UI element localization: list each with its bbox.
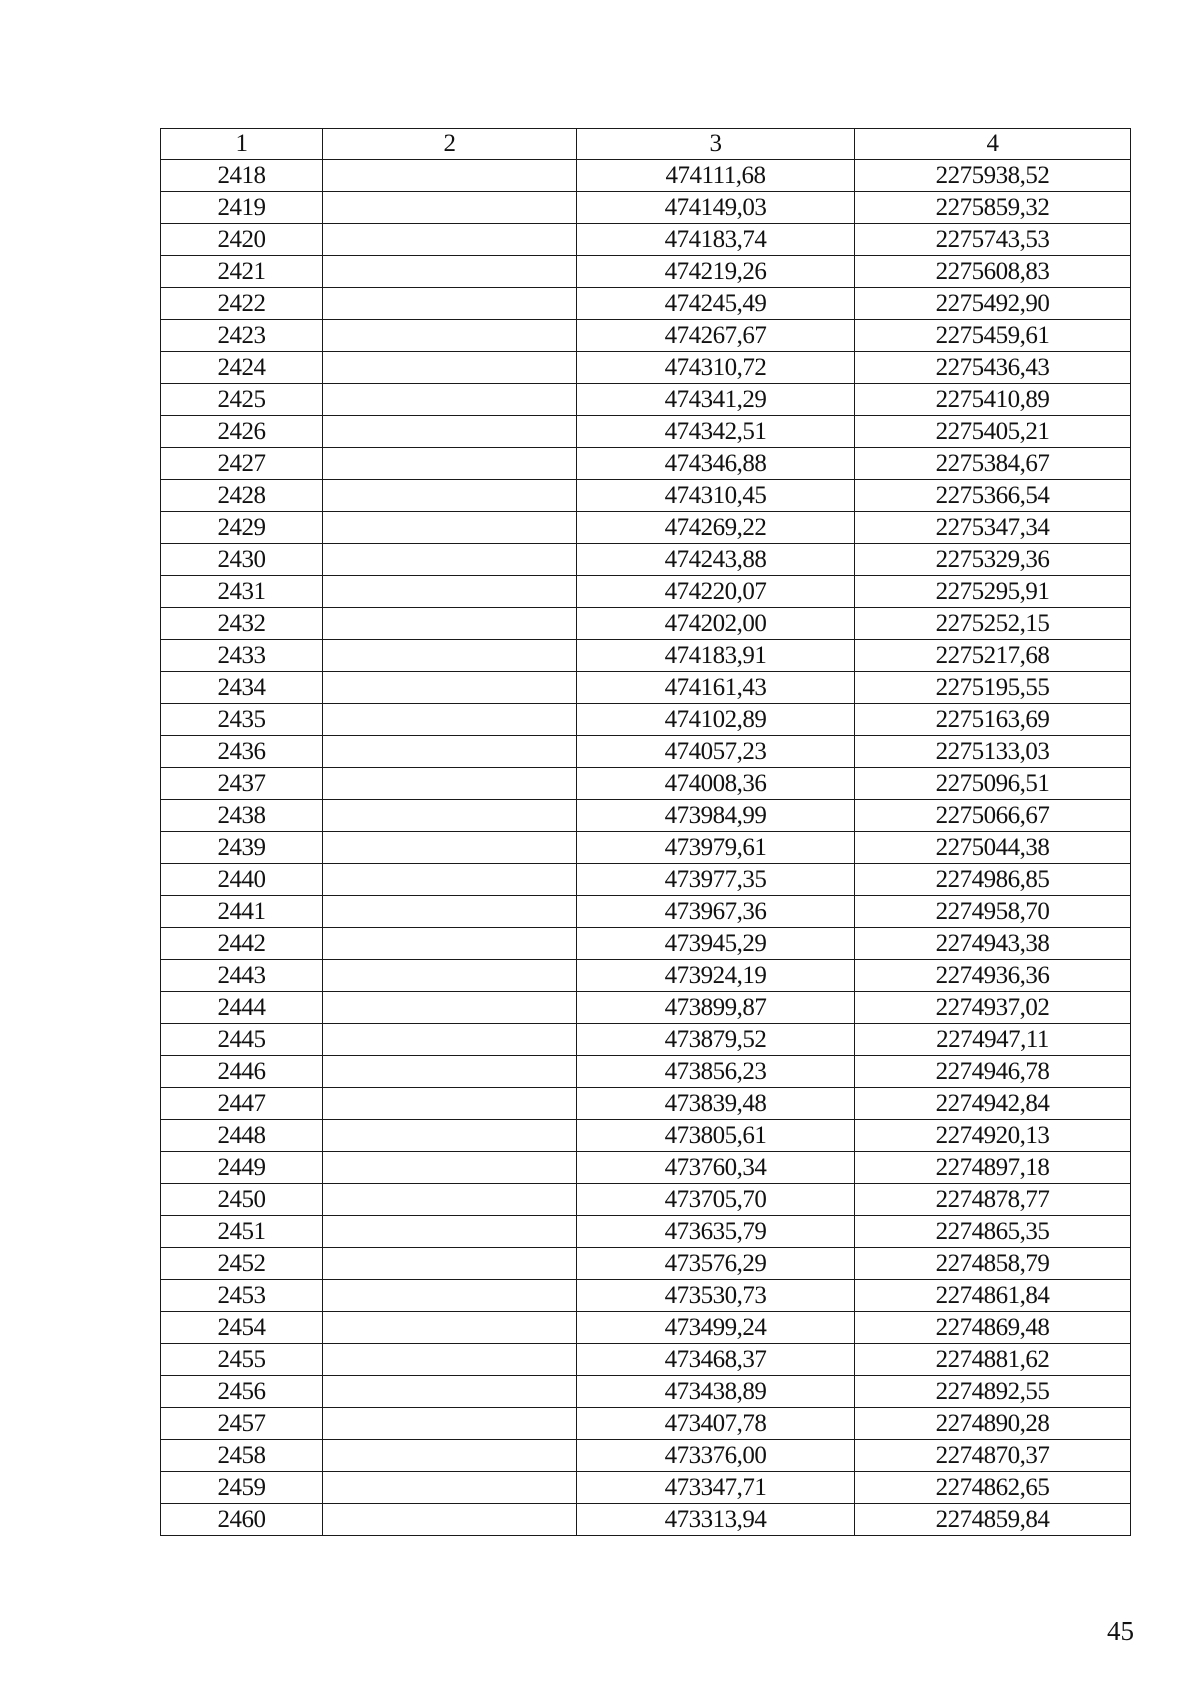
table-cell-col-3: 474220,07 [577,576,855,608]
table-cell-col-1: 2450 [161,1184,323,1216]
table-row [161,768,1131,800]
table-cell-col-1: 2446 [161,1056,323,1088]
table-cell-col-3: 474310,72 [577,352,855,384]
table-row [161,576,1131,608]
header-row [161,129,1131,160]
coordinates-table [160,128,1131,1536]
table-cell-col-4: 2275608,83 [855,256,1131,288]
table-cell-col-4: 2274947,11 [855,1024,1131,1056]
table-row [161,1216,1131,1248]
table-cell-col-2 [323,1408,577,1440]
table-header [161,129,1131,160]
table-cell-col-3: 473967,36 [577,896,855,928]
table-cell-col-4: 2274937,02 [855,992,1131,1024]
table-cell-col-4: 2274942,84 [855,1088,1131,1120]
table-cell-col-2 [323,928,577,960]
table-row [161,800,1131,832]
table-row [161,896,1131,928]
table-cell-col-1: 2460 [161,1504,323,1536]
table-row [161,416,1131,448]
table-cell-col-2 [323,672,577,704]
table-cell-col-1: 2454 [161,1312,323,1344]
table-cell-col-1: 2421 [161,256,323,288]
table-cell-col-3: 474346,88 [577,448,855,480]
table-row [161,384,1131,416]
table-cell-col-2 [323,256,577,288]
table-cell-col-4: 2274858,79 [855,1248,1131,1280]
table-row [161,544,1131,576]
table-cell-col-1: 2443 [161,960,323,992]
table-cell-col-2 [323,1056,577,1088]
table-cell-col-1: 2425 [161,384,323,416]
table-cell-col-2 [323,1312,577,1344]
table-cell-col-2 [323,1152,577,1184]
table-cell-col-4: 2275492,90 [855,288,1131,320]
table-row [161,1056,1131,1088]
table-cell-col-1: 2422 [161,288,323,320]
table-cell-col-4: 2274862,65 [855,1472,1131,1504]
table-cell-col-1: 2433 [161,640,323,672]
table-row [161,1440,1131,1472]
table-cell-col-2 [323,1120,577,1152]
table-row [161,1472,1131,1504]
table-cell-col-1: 2458 [161,1440,323,1472]
table-cell-col-3: 474183,91 [577,640,855,672]
table-row [161,960,1131,992]
table-cell-col-3: 474341,29 [577,384,855,416]
table-cell-col-2 [323,1472,577,1504]
table-cell-col-1: 2431 [161,576,323,608]
table-cell-col-4: 2275044,38 [855,832,1131,864]
table-body [161,160,1131,1536]
table-cell-col-3: 473984,99 [577,800,855,832]
table-cell-col-2 [323,288,577,320]
table-cell-col-2 [323,832,577,864]
table-cell-col-2 [323,1376,577,1408]
table-row [161,1184,1131,1216]
table-cell-col-4: 2274986,85 [855,864,1131,896]
table-row [161,672,1131,704]
table-cell-col-3: 473499,24 [577,1312,855,1344]
table-row [161,352,1131,384]
table-cell-col-2 [323,224,577,256]
table-cell-col-4: 2275133,03 [855,736,1131,768]
table-cell-col-1: 2439 [161,832,323,864]
table-cell-col-3: 474111,68 [577,160,855,192]
table-cell-col-4: 2274920,13 [855,1120,1131,1152]
table-cell-col-2 [323,960,577,992]
table-cell-col-3: 473468,37 [577,1344,855,1376]
table-cell-col-4: 2274890,28 [855,1408,1131,1440]
table-cell-col-3: 474008,36 [577,768,855,800]
table-cell-col-1: 2430 [161,544,323,576]
table-cell-col-4: 2275859,32 [855,192,1131,224]
table-cell-col-2 [323,768,577,800]
table-cell-col-4: 2275436,43 [855,352,1131,384]
table-row [161,640,1131,672]
table-cell-col-2 [323,1440,577,1472]
table-cell-col-4: 2275329,36 [855,544,1131,576]
table-row [161,1024,1131,1056]
table-cell-col-3: 474057,23 [577,736,855,768]
table-cell-col-1: 2426 [161,416,323,448]
table-row [161,160,1131,192]
table-cell-col-3: 473760,34 [577,1152,855,1184]
table-row [161,1280,1131,1312]
table-cell-col-3: 474102,89 [577,704,855,736]
table-cell-col-1: 2418 [161,160,323,192]
table-cell-col-1: 2459 [161,1472,323,1504]
table-cell-col-2 [323,896,577,928]
table-cell-col-3: 473945,29 [577,928,855,960]
table-row [161,736,1131,768]
table-cell-col-4: 2275096,51 [855,768,1131,800]
table-cell-col-1: 2423 [161,320,323,352]
table-cell-col-3: 474149,03 [577,192,855,224]
table-cell-col-3: 474269,22 [577,512,855,544]
table-cell-col-2 [323,1024,577,1056]
table-row [161,832,1131,864]
table-cell-col-1: 2457 [161,1408,323,1440]
table-cell-col-3: 473977,35 [577,864,855,896]
column-header-3: 3 [577,129,855,160]
table-cell-col-1: 2451 [161,1216,323,1248]
table-cell-col-3: 474183,74 [577,224,855,256]
table-cell-col-2 [323,1088,577,1120]
table-cell-col-4: 2275295,91 [855,576,1131,608]
table-cell-col-1: 2434 [161,672,323,704]
table-cell-col-1: 2440 [161,864,323,896]
table-cell-col-4: 2274878,77 [855,1184,1131,1216]
table-cell-col-3: 474267,67 [577,320,855,352]
table-row [161,1344,1131,1376]
table-cell-col-3: 473376,00 [577,1440,855,1472]
table-cell-col-3: 473635,79 [577,1216,855,1248]
table-cell-col-2 [323,1280,577,1312]
table-cell-col-1: 2449 [161,1152,323,1184]
table-cell-col-4: 2274897,18 [855,1152,1131,1184]
table-row [161,1088,1131,1120]
table-cell-col-1: 2432 [161,608,323,640]
table-row [161,1152,1131,1184]
table-row [161,1120,1131,1152]
table-cell-col-2 [323,448,577,480]
table-cell-col-4: 2275163,69 [855,704,1131,736]
table-cell-col-2 [323,992,577,1024]
table-row [161,288,1131,320]
table-cell-col-2 [323,416,577,448]
table-cell-col-3: 474202,00 [577,608,855,640]
table-row [161,1248,1131,1280]
table-cell-col-2 [323,544,577,576]
table-cell-col-2 [323,512,577,544]
table-row [161,864,1131,896]
table-cell-col-4: 2274936,36 [855,960,1131,992]
table-row [161,608,1131,640]
table-cell-col-4: 2275410,89 [855,384,1131,416]
table-cell-col-1: 2437 [161,768,323,800]
table-row [161,1312,1131,1344]
column-header-2: 2 [323,129,577,160]
table-cell-col-4: 2275066,67 [855,800,1131,832]
table-cell-col-1: 2429 [161,512,323,544]
table-cell-col-1: 2420 [161,224,323,256]
table-cell-col-1: 2453 [161,1280,323,1312]
table-cell-col-3: 474310,45 [577,480,855,512]
column-header-1: 1 [161,129,323,160]
table-cell-col-4: 2275366,54 [855,480,1131,512]
table-cell-col-1: 2427 [161,448,323,480]
table-row [161,448,1131,480]
table-row [161,1376,1131,1408]
table-cell-col-2 [323,480,577,512]
table-cell-col-1: 2452 [161,1248,323,1280]
table-cell-col-3: 473438,89 [577,1376,855,1408]
table-cell-col-3: 473530,73 [577,1280,855,1312]
table-cell-col-3: 473979,61 [577,832,855,864]
table-cell-col-4: 2275384,67 [855,448,1131,480]
table-cell-col-4: 2275217,68 [855,640,1131,672]
table-cell-col-1: 2441 [161,896,323,928]
table-cell-col-1: 2442 [161,928,323,960]
table-cell-col-2 [323,320,577,352]
table-cell-col-4: 2275405,21 [855,416,1131,448]
table-row [161,512,1131,544]
table-cell-col-3: 474243,88 [577,544,855,576]
table-cell-col-2 [323,1216,577,1248]
table-cell-col-3: 474342,51 [577,416,855,448]
table-cell-col-3: 474219,26 [577,256,855,288]
table-cell-col-4: 2274881,62 [855,1344,1131,1376]
table-cell-col-2 [323,608,577,640]
table-cell-col-3: 473576,29 [577,1248,855,1280]
table-row [161,704,1131,736]
table-cell-col-3: 473705,70 [577,1184,855,1216]
table-cell-col-2 [323,800,577,832]
table-cell-col-4: 2275459,61 [855,320,1131,352]
table-cell-col-4: 2274958,70 [855,896,1131,928]
table-cell-col-4: 2275347,34 [855,512,1131,544]
page-number: 45 [1107,1616,1134,1646]
table-cell-col-1: 2444 [161,992,323,1024]
table-cell-col-1: 2424 [161,352,323,384]
table-cell-col-2 [323,1248,577,1280]
table-cell-col-2 [323,384,577,416]
table-cell-col-3: 473407,78 [577,1408,855,1440]
table-row [161,992,1131,1024]
table-cell-col-3: 473839,48 [577,1088,855,1120]
table-cell-col-1: 2436 [161,736,323,768]
table-cell-col-1: 2428 [161,480,323,512]
table-row [161,256,1131,288]
table-cell-col-1: 2435 [161,704,323,736]
table-cell-col-4: 2275743,53 [855,224,1131,256]
table-cell-col-1: 2448 [161,1120,323,1152]
table-cell-col-3: 473347,71 [577,1472,855,1504]
table-cell-col-2 [323,1344,577,1376]
table-cell-col-4: 2274865,35 [855,1216,1131,1248]
table-cell-col-2 [323,1504,577,1536]
table-cell-col-3: 473805,61 [577,1120,855,1152]
table-cell-col-1: 2447 [161,1088,323,1120]
table-cell-col-4: 2275252,15 [855,608,1131,640]
table-cell-col-4: 2275938,52 [855,160,1131,192]
table-cell-col-3: 473856,23 [577,1056,855,1088]
table-cell-col-2 [323,160,577,192]
table-cell-col-2 [323,864,577,896]
table-cell-col-3: 474161,43 [577,672,855,704]
table-row [161,480,1131,512]
table-cell-col-4: 2274869,48 [855,1312,1131,1344]
table-cell-col-4: 2274946,78 [855,1056,1131,1088]
table-row [161,224,1131,256]
table-cell-col-3: 473313,94 [577,1504,855,1536]
table-row [161,1408,1131,1440]
table-cell-col-2 [323,704,577,736]
table-cell-col-1: 2456 [161,1376,323,1408]
table-cell-col-4: 2274892,55 [855,1376,1131,1408]
table-cell-col-3: 473924,19 [577,960,855,992]
table-cell-col-4: 2274859,84 [855,1504,1131,1536]
column-header-4: 4 [855,129,1131,160]
table-cell-col-3: 473879,52 [577,1024,855,1056]
table-cell-col-2 [323,640,577,672]
table-row [161,192,1131,224]
table-cell-col-2 [323,1184,577,1216]
table-cell-col-4: 2275195,55 [855,672,1131,704]
table-row [161,320,1131,352]
table-cell-col-2 [323,736,577,768]
table-cell-col-2 [323,352,577,384]
table-cell-col-4: 2274943,38 [855,928,1131,960]
table-cell-col-3: 473899,87 [577,992,855,1024]
table-cell-col-1: 2438 [161,800,323,832]
table-cell-col-1: 2419 [161,192,323,224]
table-cell-col-3: 474245,49 [577,288,855,320]
table-cell-col-1: 2455 [161,1344,323,1376]
table-cell-col-1: 2445 [161,1024,323,1056]
table-cell-col-4: 2274870,37 [855,1440,1131,1472]
table-row [161,928,1131,960]
table-cell-col-2 [323,576,577,608]
table-cell-col-4: 2274861,84 [855,1280,1131,1312]
table-cell-col-2 [323,192,577,224]
table-row [161,1504,1131,1536]
